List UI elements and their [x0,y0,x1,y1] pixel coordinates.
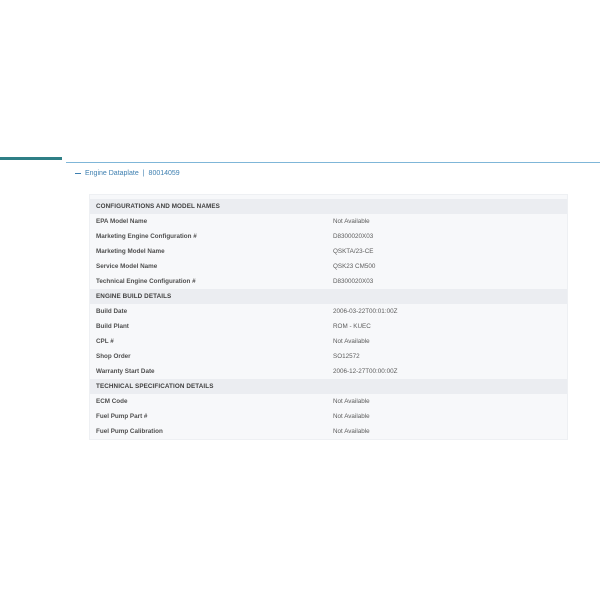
row-value: Not Available [333,218,370,225]
row-label: Service Model Name [96,263,158,270]
table-row [90,319,567,334]
row-value: Not Available [333,398,370,405]
row-value: Not Available [333,338,370,345]
table-row [90,259,567,274]
section-title: Engine Dataplate [85,170,139,177]
row-label: Warranty Start Date [96,368,155,375]
table-row [90,304,567,319]
row-label: EPA Model Name [96,218,148,225]
row-value: D8300020X03 [333,233,374,240]
accent-bar [0,157,62,160]
section-header-technical-specification [90,379,567,394]
row-label: Marketing Model Name [96,248,165,255]
collapse-icon[interactable] [75,171,81,177]
row-label: Fuel Pump Calibration [96,428,163,435]
row-label: Marketing Engine Configuration # [96,233,197,240]
section-header-configurations [90,199,567,214]
table-row [90,424,567,439]
divider-line [66,162,600,163]
row-label: Build Date [96,308,128,315]
row-value: D8300020X03 [333,278,374,285]
row-value: ROM - KUEC [333,323,371,330]
row-value: SO12572 [333,353,360,360]
row-value: Not Available [333,413,370,420]
table-row [90,244,567,259]
table-row [90,334,567,349]
table-row [90,274,567,289]
row-value: QSK23 CM500 [333,263,376,270]
row-value: 2006-12-27T00:00:00Z [333,368,398,375]
separator: | [142,170,145,177]
dataplate-table [89,194,568,440]
section-header-engine-build [90,289,567,304]
row-label: CPL # [96,338,114,345]
serial-number: 80014059 [148,170,180,177]
row-label: Technical Engine Configuration # [96,278,196,285]
row-value: QSKTA/23-CE [333,248,374,255]
section-title: TECHNICAL SPECIFICATION DETAILS [96,383,214,390]
row-label: Fuel Pump Part # [96,413,148,420]
table-row [90,349,567,364]
table-row [90,394,567,409]
table-row [90,214,567,229]
row-label: Shop Order [96,353,131,360]
row-label: ECM Code [96,398,128,405]
table-row [90,409,567,424]
row-value: Not Available [333,428,370,435]
row-value: 2006-03-22T00:01:00Z [333,308,398,315]
table-row [90,364,567,379]
table-row [90,229,567,244]
section-title: ENGINE BUILD DETAILS [96,293,172,300]
section-title: CONFIGURATIONS AND MODEL NAMES [96,203,220,210]
row-label: Build Plant [96,323,129,330]
engine-dataplate-header[interactable] [75,170,180,177]
